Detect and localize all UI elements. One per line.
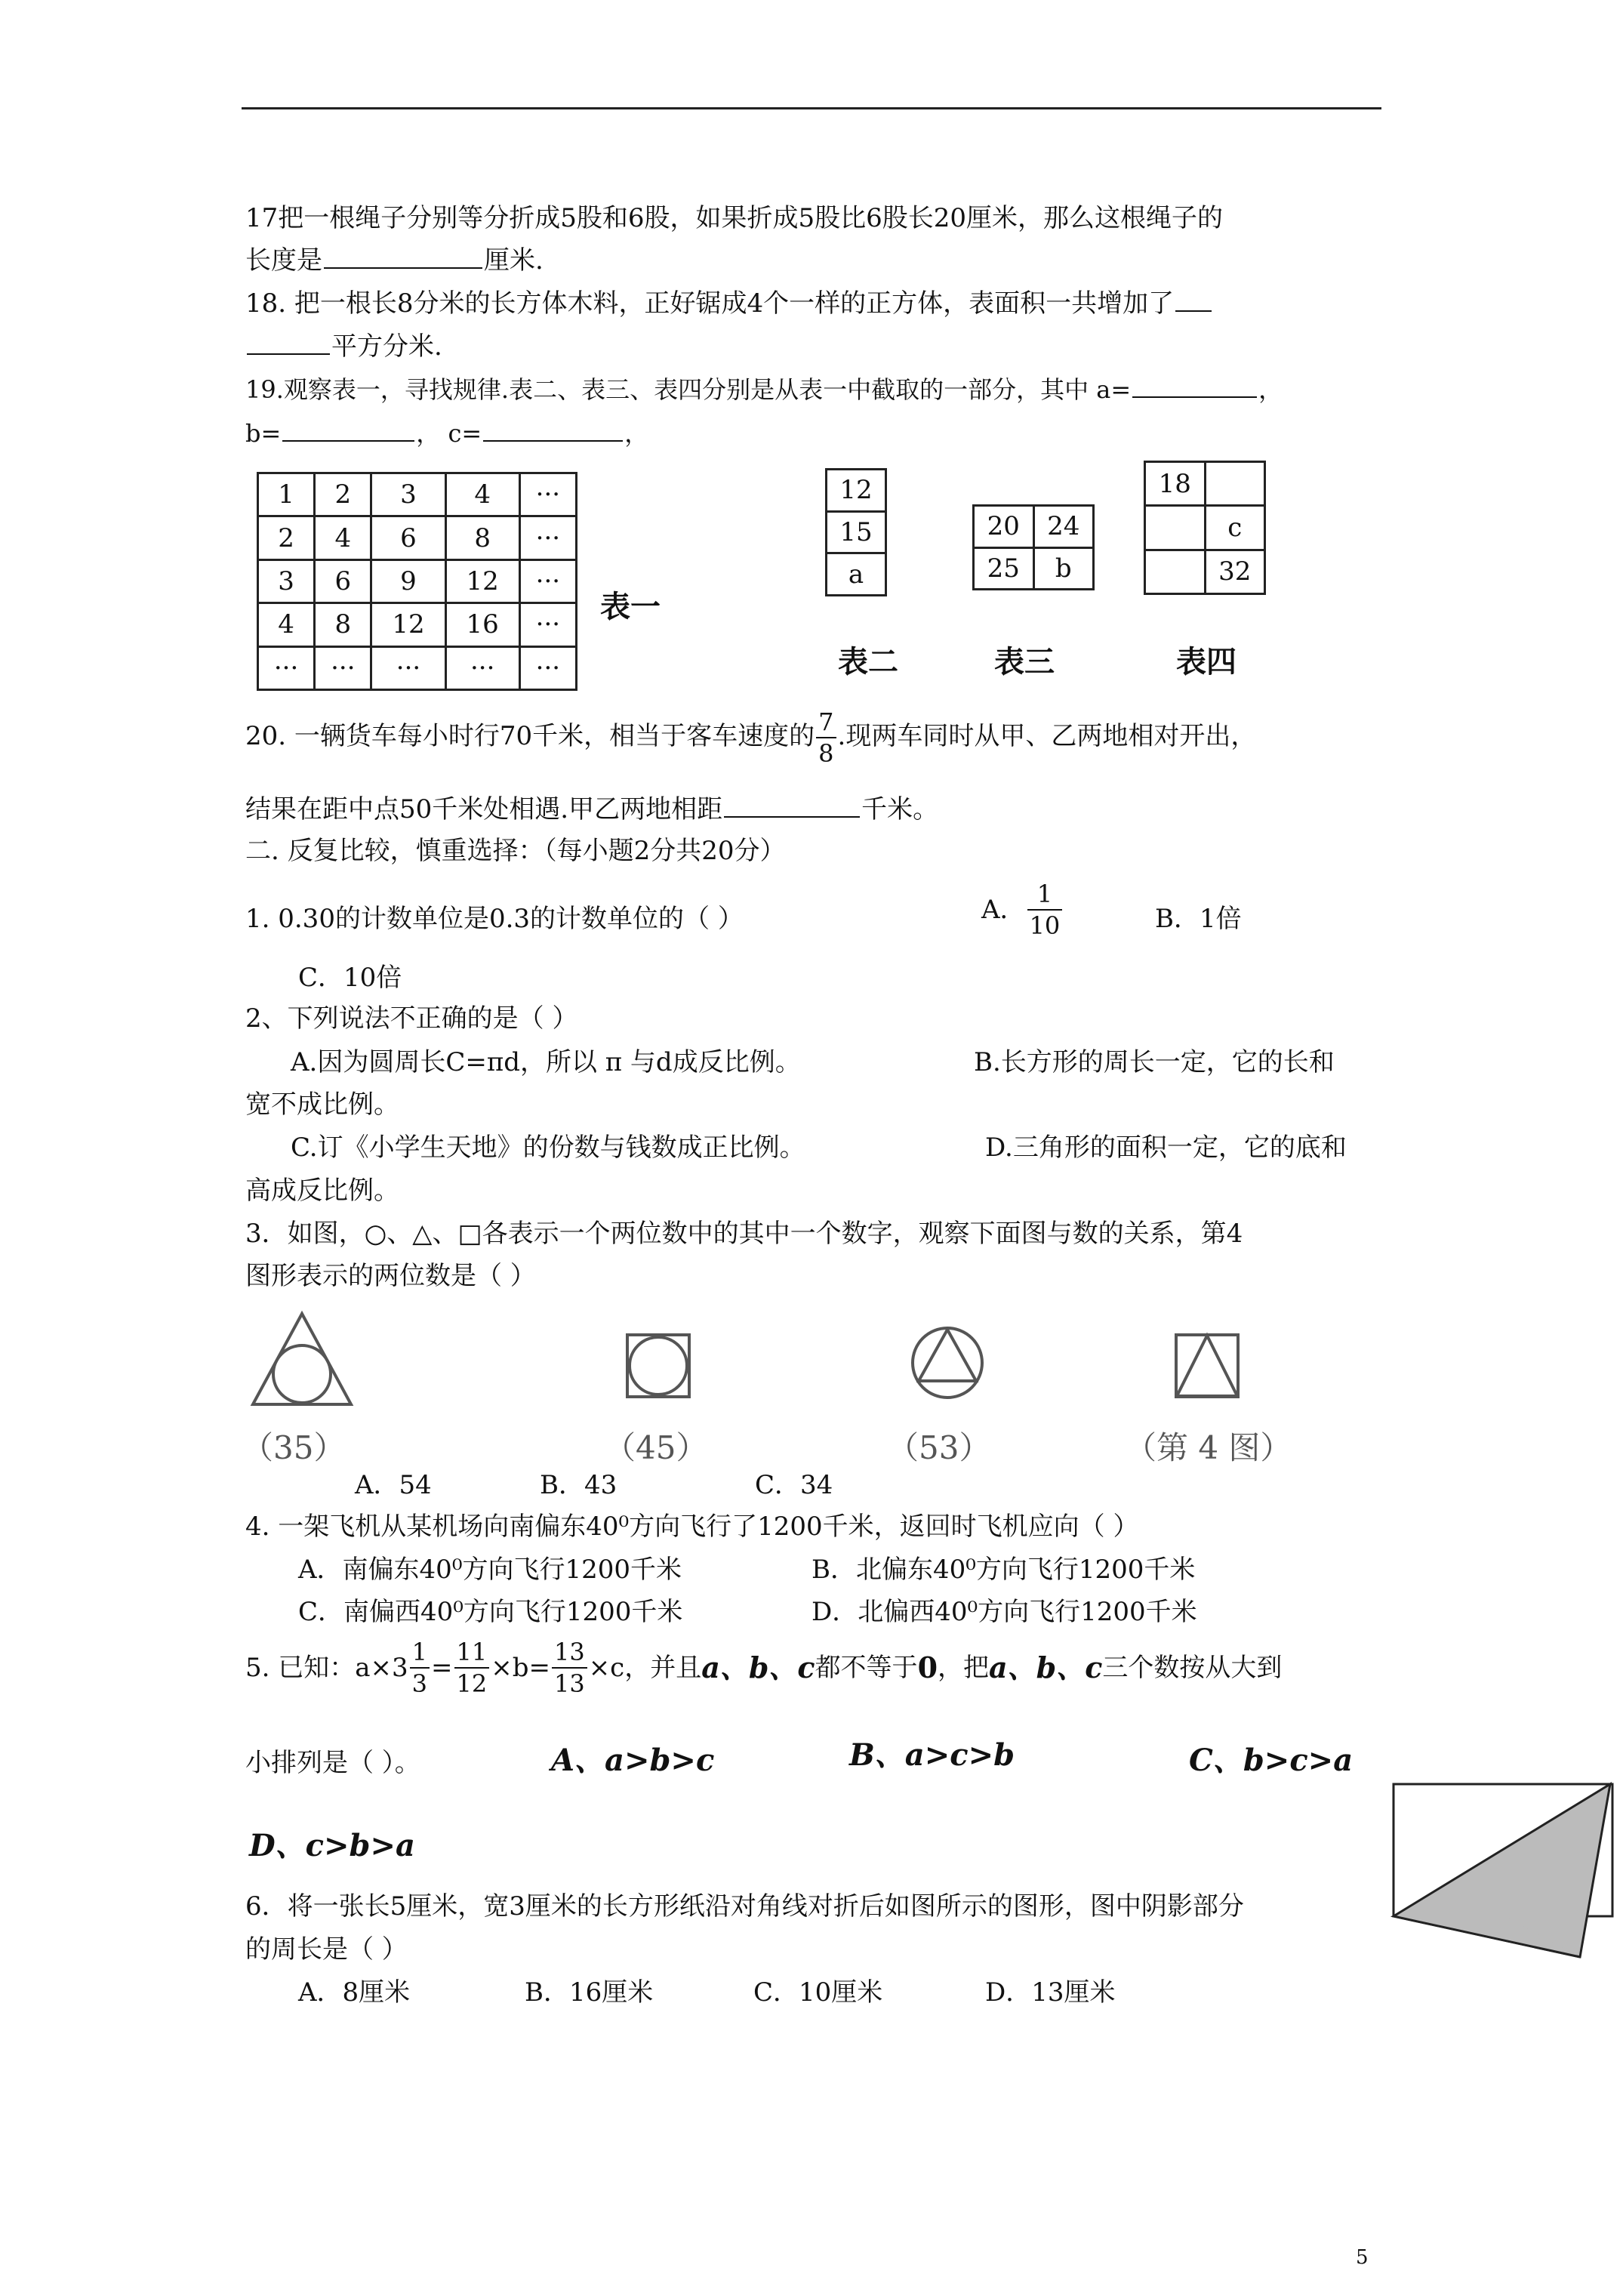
m5-option-b: B、a>c>b: [849, 1737, 1015, 1773]
m4-stem: 4. 一架飞机从某机场向南偏东40⁰方向飞行了1200千米，返回时飞机应向（ ）: [245, 1512, 1139, 1542]
m6-line1: 6．将一张长5厘米，宽3厘米的长方形纸沿对角线对折后如图所示的图形，图中阴影部分: [245, 1891, 1244, 1922]
m3-option-b: B．43: [540, 1470, 617, 1500]
m5-option-c: C、b>c>a: [1189, 1743, 1354, 1778]
m6-option-a: A．8厘米: [298, 1977, 411, 2008]
figure-caption-35: （35）: [242, 1429, 346, 1466]
m2-stem: 2、下列说法不正确的是（ ）: [245, 1003, 578, 1034]
figure-caption-45: （45）: [604, 1429, 708, 1466]
q19-line1: 19.观察表一，寻找规律.表二、表三、表四分别是从表一中截取的一部分，其中 a= ，: [245, 375, 1283, 404]
m2-option-a: A.因为圆周长C=πd，所以 π 与d成反比例。: [291, 1047, 801, 1077]
table-two: 12 15 a: [825, 468, 887, 596]
q17-blank[interactable]: [324, 267, 482, 269]
figure-45-square-circle: [625, 1333, 693, 1401]
figure-caption-4: （第 4 图）: [1125, 1429, 1292, 1466]
q19-a-blank[interactable]: [1132, 396, 1257, 398]
figure-caption-53: （53）: [887, 1429, 991, 1466]
table-four: 18 c 32: [1144, 461, 1266, 595]
m4-option-d: D．北偏西40⁰方向飞行1200千米: [812, 1597, 1197, 1627]
q20-fraction: $\frac{7}{8}$: [816, 710, 836, 766]
figure-35-triangle-circle: [249, 1310, 355, 1408]
m4-option-a: A．南偏东40⁰方向飞行1200千米: [298, 1555, 682, 1585]
m2-option-b1: B.长方形的周长一定，它的长和: [974, 1047, 1335, 1077]
m3-option-c: C．34: [755, 1470, 833, 1500]
m5-line2: 小排列是（ ）。: [245, 1748, 420, 1778]
q19-line2: b= ， c= ，: [245, 419, 649, 448]
m4-option-c: C．南偏西40⁰方向飞行1200千米: [298, 1597, 683, 1627]
q18-blank-a[interactable]: [1175, 310, 1212, 312]
m6-option-b: B．16厘米: [525, 1977, 654, 2008]
table-one-label: 表一: [600, 590, 661, 624]
m5-option-a: A、a>b>c: [551, 1743, 715, 1778]
m5-option-d: D、c>b>a: [249, 1828, 415, 1863]
m6-option-d: D．13厘米: [985, 1977, 1116, 2008]
m4-option-b: B．北偏东40⁰方向飞行1200千米: [812, 1555, 1196, 1585]
m3-option-a: A．54: [355, 1470, 432, 1500]
q18-line1: 18. 把一根长8分米的长方体木料，正好锯成4个一样的正方体，表面积一共增加了: [245, 291, 1213, 316]
q20-line2: 结果在距中点50千米处相遇.甲乙两地相距 千米。: [245, 794, 939, 824]
m5-stem: 5. 已知：a×3 $\frac{1}{3}$ = $\frac{11}{12}$ ×b= $\frac{13}{13}$ ×c，并且a、b、c都不等于0，把a、b、c三个数按从大到: [245, 1638, 1283, 1698]
m1-stem: 1. 0.30的计数单位是0.3的计数单位的（ ）: [245, 904, 744, 934]
table-four-label: 表四: [1176, 645, 1236, 680]
figure-53-circle-triangle: [910, 1325, 985, 1401]
m3-line2: 图形表示的两位数是（ ）: [245, 1261, 536, 1291]
figure-4-square-triangle: [1174, 1333, 1242, 1401]
m2-option-b2: 宽不成比例。: [245, 1089, 399, 1120]
q20-line1: 20. 一辆货车每小时行70千米，相当于客车速度的 $\frac{7}{8}$ .现两车同时从甲、乙两地相对开出，: [245, 707, 1257, 768]
page-number: 5: [1356, 2246, 1369, 2269]
table-three-label: 表三: [994, 645, 1055, 680]
m6-line2: 的周长是（ ）: [245, 1934, 408, 1965]
m1-option-b: B．1倍: [1155, 904, 1242, 934]
q19-b-blank[interactable]: [282, 439, 414, 442]
m2-option-d2: 高成反比例。: [245, 1176, 399, 1206]
q20-blank[interactable]: [724, 815, 860, 818]
q17-line1: 17把一根绳子分别等分折成5股和6股，如果折成5股比6股长20厘米，那么这根绳子的: [245, 203, 1224, 233]
m2-option-d1: D.三角形的面积一定，它的底和: [985, 1133, 1347, 1163]
q19-c-blank[interactable]: [483, 439, 623, 442]
table-one: 1 2 3 4 ··· 2 4 6 8 ··· 3 6 9 12 ··· 4 8 12 16 ··· ··· ··· ··· ··· ···: [257, 472, 577, 691]
m3-line1: 3．如图，○、△、□各表示一个两位数中的其中一个数字，观察下面图与数的关系，第4: [245, 1219, 1243, 1249]
q17-line2: 长度是 厘米.: [245, 245, 544, 276]
table-two-label: 表二: [838, 645, 898, 680]
m1-option-a: A． $\frac{1}{10}$: [981, 882, 1064, 938]
m1-option-c: C．10倍: [298, 963, 402, 993]
folded-rectangle-figure: [1391, 1778, 1618, 1974]
q18-blank-b[interactable]: [247, 353, 330, 355]
m6-option-c: C．10厘米: [753, 1977, 883, 2008]
section2-title: 二. 反复比较，慎重选择：（每小题2分共20分）: [245, 836, 786, 866]
m2-option-c: C.订《小学生天地》的份数与钱数成正比例。: [291, 1133, 805, 1163]
table-three: 20 24 25 b: [972, 504, 1095, 590]
q18-line2: 平方分米.: [245, 334, 442, 359]
header-rule: [242, 107, 1381, 109]
